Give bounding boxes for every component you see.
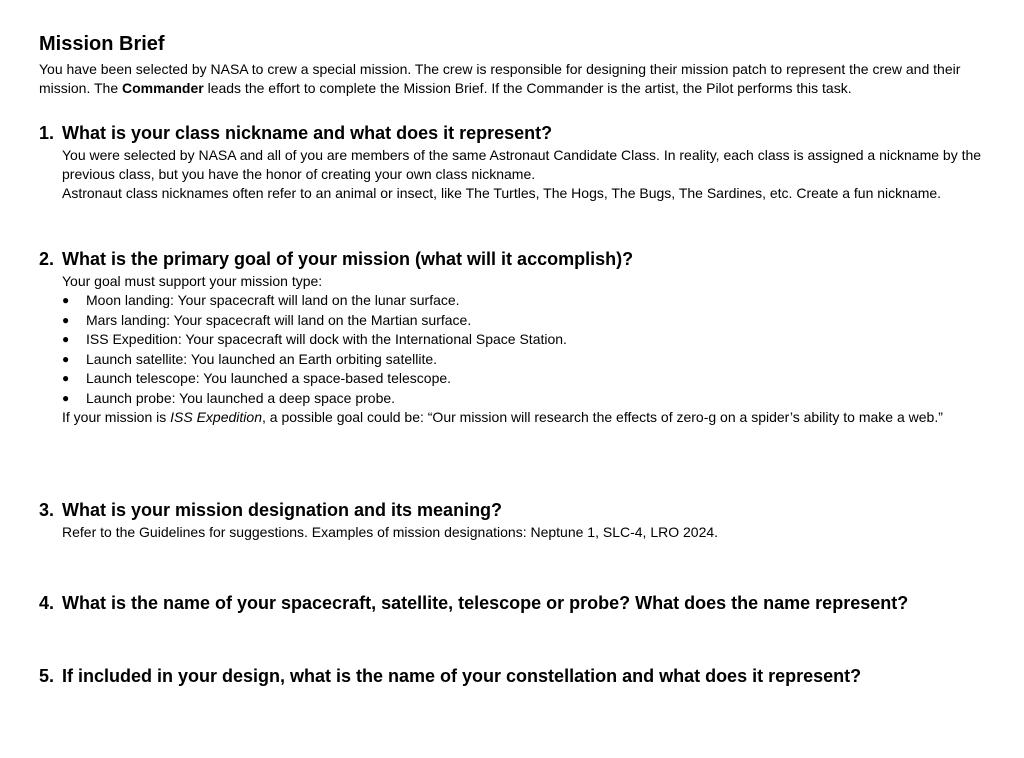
mission-type-list xyxy=(62,291,999,408)
list-item-text: ISS Expedition: Your spacecraft will dock with the International Space Station. xyxy=(86,331,567,348)
body-paragraph: Astronaut class nicknames often refer to an animal or insect, like The Turtles, The Hogs, The Bugs, The Sardines, etc. Create a fun nickname. xyxy=(62,185,942,202)
intro-text-part2: leads the effort to complete the Mission Brief. If the Commander is the artist, the Pilot performs this task. xyxy=(203,80,852,96)
question-number: 5. xyxy=(39,666,55,686)
bullet-icon: ● xyxy=(62,390,70,405)
question-text: If included in your design, what is the name of your constellation and what does it represent? xyxy=(62,666,862,686)
body-paragraph: Refer to the Guidelines for suggestions. Examples of mission designations: Neptune 1, SLC-4, LRO 2024. xyxy=(62,524,719,540)
bullet-icon: ● xyxy=(62,332,70,347)
question-number: 4. xyxy=(39,593,55,613)
question-4-heading xyxy=(39,592,999,614)
question-2-body xyxy=(62,272,999,427)
bullet-icon: ● xyxy=(62,351,70,366)
list-item xyxy=(62,291,999,311)
intro-bold-commander: Commander xyxy=(122,80,204,96)
list-item-text: Launch probe: You launched a deep space probe. xyxy=(86,389,396,406)
document-page xyxy=(39,32,999,686)
list-item xyxy=(62,311,999,331)
intro-text-part1: You have been selected by NASA to crew a special mission. The crew is responsible for designing their mission patch to represent the crew and their mission. The xyxy=(39,61,961,96)
example-text-italic: ISS Expedition xyxy=(170,409,262,426)
question-5 xyxy=(39,665,999,687)
question-text: What is the name of your spacecraft, satellite, telescope or probe? What does the name represent? xyxy=(62,593,909,613)
bullet-icon: ● xyxy=(62,293,70,308)
list-item xyxy=(62,330,999,350)
bullet-icon: ● xyxy=(62,312,70,327)
list-item xyxy=(62,389,999,409)
question-1-body xyxy=(62,146,999,204)
question-3 xyxy=(39,499,999,542)
question-2 xyxy=(39,248,999,427)
question-text: What is the primary goal of your mission (what will it accomplish)? xyxy=(62,249,634,269)
bullet-icon: ● xyxy=(62,371,70,386)
body-paragraph: You were selected by NASA and all of you are members of the same Astronaut Candidate Class. In reality, each class is assigned a nickname by the previous class, but you have the honor of creating your own class nickname. xyxy=(62,147,982,183)
question-number: 1. xyxy=(39,123,55,143)
list-item-text: Moon landing: Your spacecraft will land on the lunar surface. xyxy=(86,292,460,309)
question-3-heading xyxy=(39,499,999,521)
question-text: What is your class nickname and what does it represent? xyxy=(62,123,553,143)
question-text: What is your mission designation and its meaning? xyxy=(62,500,503,520)
question-3-body xyxy=(62,523,999,542)
body-lead: Your goal must support your mission type: xyxy=(62,273,323,289)
question-number: 2. xyxy=(39,249,55,269)
list-item xyxy=(62,350,999,370)
question-1-heading xyxy=(39,122,999,144)
question-number: 3. xyxy=(39,500,55,520)
example-text-post: , a possible goal could be: “Our mission will research the effects of zero-g on a spider’s ability to make a web.” xyxy=(261,409,943,426)
list-item-text: Mars landing: Your spacecraft will land on the Martian surface. xyxy=(86,311,472,328)
list-item-text: Launch telescope: You launched a space-based telescope. xyxy=(86,370,452,387)
question-4 xyxy=(39,592,999,614)
list-item-text: Launch satellite: You launched an Earth orbiting satellite. xyxy=(86,350,438,367)
question-1 xyxy=(39,122,999,204)
question-2-heading xyxy=(39,248,999,270)
page-title: Mission Brief xyxy=(39,33,165,55)
intro-paragraph xyxy=(39,60,999,98)
example-goal xyxy=(62,408,999,427)
list-item xyxy=(62,369,999,389)
example-text-pre: If your mission is xyxy=(62,409,171,426)
question-5-heading xyxy=(39,665,999,687)
